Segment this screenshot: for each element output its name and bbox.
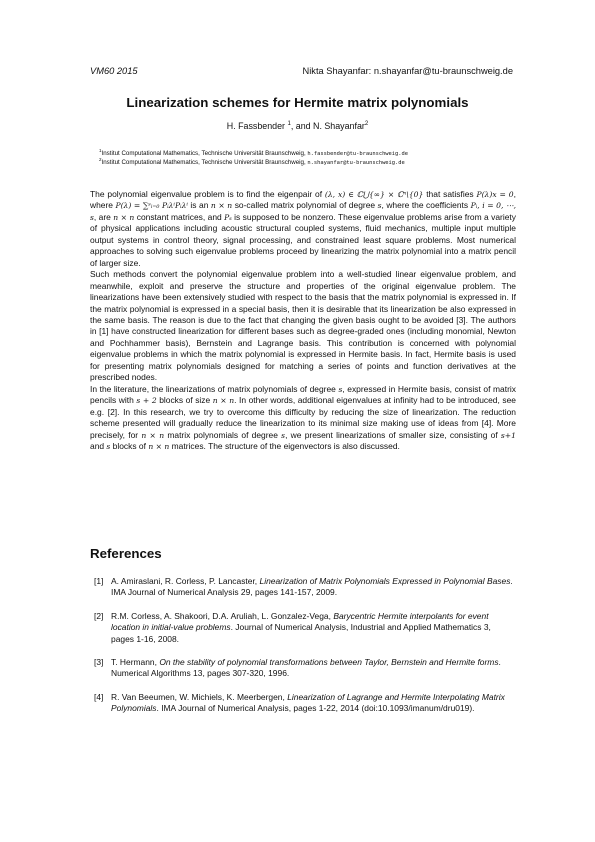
- text-run: The polynomial eigenvalue problem is to find the eigenpair of: [90, 189, 325, 199]
- paper-title: Linearization schemes for Hermite matrix polynomials: [126, 95, 469, 110]
- affiliation-email: h.fassbender@tu-braunschweig.de: [307, 151, 409, 158]
- text-run: and: [90, 440, 107, 451]
- affiliation-text: Institut Computational Mathematics, Technische Universität Braunschweig,: [101, 150, 306, 158]
- affiliation-1: [99, 148, 408, 157]
- reference-authors: R.M. Corless, A. Shakoori, D.A. Aruliah, L. Gonzalez-Vega,: [111, 611, 331, 621]
- affiliation-mark: 2: [99, 157, 102, 162]
- math-inline: s: [281, 430, 286, 440]
- reference-title: On the stability of polynomial transformations between Taylor, Bernstein and Hermite forms: [159, 657, 499, 667]
- abstract: [90, 189, 516, 452]
- references-heading: References: [90, 546, 162, 561]
- author-2-affil-mark: 2: [364, 121, 369, 128]
- reference-source: . IMA Journal of Numerical Analysis 29, pages 141-157, 2009.: [111, 576, 513, 598]
- reference-title: Linearization of Lagrange and Hermite Interpolating Matrix Polynomials: [111, 692, 505, 714]
- reference-item: [90, 611, 516, 645]
- math-inline: n × n: [212, 396, 235, 406]
- reference-number: [3]: [94, 657, 104, 667]
- math-inline: (λ, x) ∈ ℂ⋃{∞} × ℂⁿ\{0}: [324, 190, 424, 199]
- reference-number: [4]: [94, 692, 104, 702]
- text-run: , are: [93, 211, 114, 222]
- reference-title: Barycentric Hermite interpolants for event location in initial-value problems: [111, 611, 489, 633]
- math-inline: Pᵢ, i = 0, ⋯, s: [90, 201, 516, 222]
- reference-number: [1]: [94, 576, 104, 586]
- math-inline: s: [338, 384, 343, 394]
- reference-item: [90, 657, 516, 680]
- running-header: [90, 66, 513, 76]
- reference-title: Linearization of Matrix Polynomials Expressed in Polynomial Bases: [259, 576, 511, 586]
- author-separator: , and N. Shayanfar: [290, 121, 365, 131]
- math-inline: s: [106, 441, 111, 451]
- reference-authors: T. Hermann,: [111, 657, 157, 667]
- abstract-paragraph-3: [90, 384, 516, 453]
- author-line: [0, 121, 595, 131]
- reference-source: . Journal of Numerical Analysis, Industrial and Applied Mathematics 3, pages 1-16, 2008.: [111, 622, 491, 644]
- corresponding-author: Nikta Shayanfar: n.shayanfar@tu-braunschweig.de: [302, 66, 513, 76]
- text-run: , we present linearizations of smaller size, consisting of: [285, 429, 501, 440]
- text-run: matrix polynomials of degree: [164, 429, 282, 440]
- text-run: , expressed in Hermite basis, consist of matrix pencils with: [90, 383, 516, 406]
- math-inline: n × n: [148, 441, 170, 451]
- reference-body: [111, 657, 516, 680]
- abstract-paragraph-1: [90, 189, 516, 269]
- text-run: constant matrices, and: [134, 211, 225, 222]
- abstract-paragraph-2: Such methods convert the polynomial eigenvalue problem into a well-studied linear eigenvalue problem, and meanwhile, exploit and preserve the structure and properties of the original eigenvalue problem. The linearizations have been extensively studied with respect to the basis that the matrix polynomial is expressed in. If the matrix polynomial is expressed in a special basis, then it is desirable that its linearization be also expressed in the same basis. The reason is due to the fact that changing the given basis ought to be avoided [3]. The authors in [1] have constructed linearization for different bases such as degree-graded ones (including monomial, Newton and Pochhammer basis), Bernstein and Lagrange basis. This contribution is concerned with polynomial eigenvalue problems in which the matrix polynomial is expressed in Hermite basis. In fact, Hermite basis is used for presenting matrix polynomials designed for matching a series of points and function derivatives at the prescribed nodes.: [90, 269, 516, 383]
- text-run: , where: [90, 189, 516, 211]
- reference-source: . IMA Journal of Numerical Analysis, pages 1-22, 2014 (doi:10.1093/imanum/dru019).: [156, 703, 475, 714]
- text-run: so-called matrix polynomial of degree: [232, 200, 378, 211]
- math-inline: s + 2: [136, 396, 157, 406]
- affiliation-2: [99, 157, 405, 166]
- reference-item: [90, 576, 516, 599]
- affiliation-text: Institut Computational Mathematics, Technische Universität Braunschweig,: [101, 159, 306, 167]
- text-run: matrices. The structure of the eigenvectors is also discussed.: [169, 440, 400, 451]
- math-inline: P(λ) = ∑ˢᵢ₌₀ PᵢλⁱPᵢλⁱ: [115, 201, 188, 211]
- text-run: that satisfies: [423, 189, 477, 199]
- text-run: is an: [187, 200, 211, 211]
- math-inline: n × n: [113, 212, 135, 222]
- reference-authors: R. Van Beeumen, W. Michiels, K. Meerbergen,: [111, 692, 285, 702]
- author-1: H. Fassbender: [226, 121, 286, 131]
- text-run: blocks of size: [156, 395, 213, 406]
- text-run: is supposed to be nonzero. These eigenvalue problems arise from a variety of physical applications including acoustic structural coupled systems, fluid mechanics, multiple input multiple output systems in control theory, signal processing, and constrained least square problems. Most numerical approaches to solving such eigenvalue problems proceed by linearizing the matrix polynomial into a matrix pencil of larger size.: [90, 211, 516, 268]
- text-run: In the literature, the linearizations of matrix polynomials of degree: [90, 383, 339, 394]
- reference-authors: A. Amiraslani, R. Corless, P. Lancaster,: [111, 576, 258, 586]
- math-inline: s: [377, 201, 382, 211]
- text-run: . In other words, additional eigenvalues at infinity had to be introduced, see e.g. [2]. In this research, we try to overcome this difficulty by reducing the size of linearization. The reduction scheme presented will gradually reduce the linearization to its minimal size making use of ideas from [4]. More precisely, for: [90, 395, 516, 440]
- math-inline: n × n: [141, 430, 165, 440]
- affiliation-email: n.shayanfar@tu-braunschweig.de: [307, 160, 405, 167]
- affiliation-mark: 1: [99, 148, 102, 153]
- author-1-affil-mark: 1: [287, 121, 291, 128]
- reference-body: [111, 611, 516, 645]
- reference-body: [111, 576, 516, 599]
- conference-tag: VM60 2015: [90, 66, 138, 76]
- reference-number: [2]: [94, 611, 104, 621]
- math-inline: Pₛ: [224, 212, 232, 222]
- text-run: , where the coefficients: [381, 200, 471, 211]
- reference-item: [90, 692, 516, 715]
- text-run: blocks of: [110, 440, 149, 451]
- math-inline: n × n: [210, 201, 233, 211]
- math-inline: P(λ)x = 0: [476, 190, 514, 199]
- math-inline: s+1: [500, 430, 516, 440]
- reference-body: [111, 692, 516, 715]
- reference-source: . Numerical Algorithms 13, pages 307-320, 1996.: [111, 657, 501, 679]
